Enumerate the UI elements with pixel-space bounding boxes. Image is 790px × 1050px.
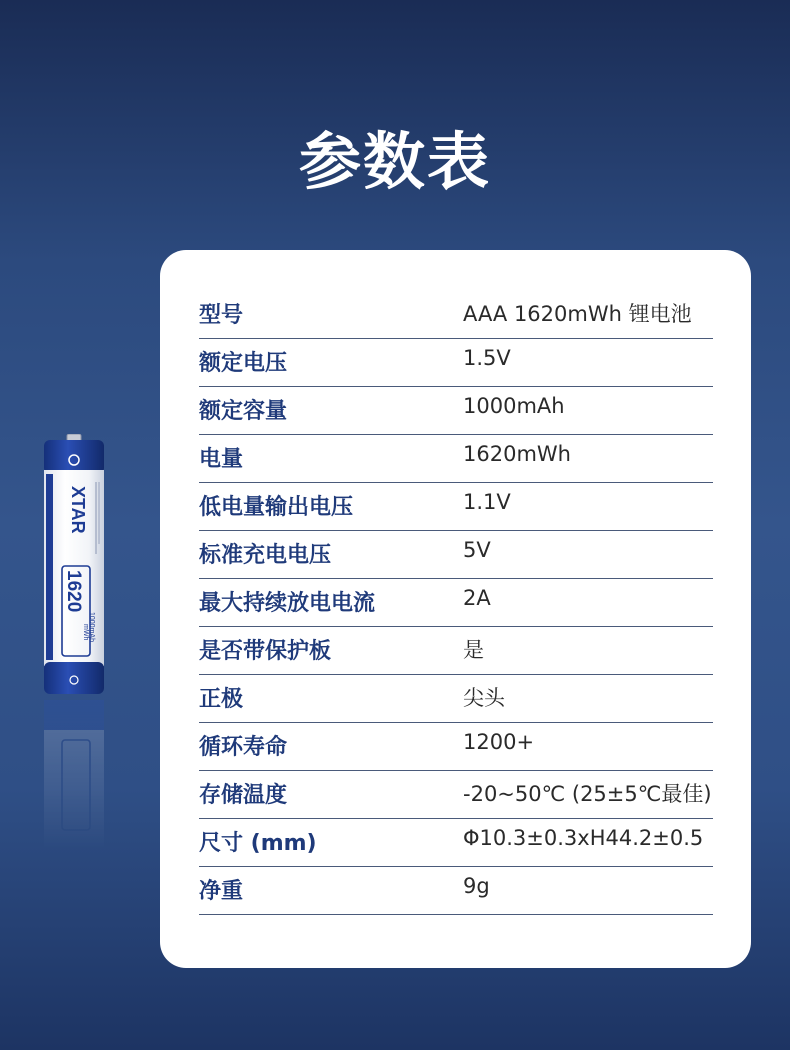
spec-label: 正极 [199,687,244,712]
battery-capacity-text: 1000mAh [88,612,95,642]
spec-label: 电量 [199,447,244,472]
spec-row-storage-temp [199,772,713,819]
spec-row-positive-terminal [199,676,713,723]
spec-value: 1.1V [463,490,511,514]
spec-card [160,250,751,968]
spec-value: 1000mAh [463,394,565,418]
spec-value: 尖头 [463,686,505,710]
spec-label: 是否带保护板 [199,639,332,664]
spec-row-dimensions [199,820,713,867]
spec-row-rated-capacity [199,388,713,435]
battery-energy-unit: mWh [82,624,89,641]
spec-row-protection-board [199,628,713,675]
spec-value: 5V [463,538,491,562]
battery-image [42,434,106,696]
spec-value: 2A [463,586,491,610]
spec-label: 循环寿命 [199,735,288,760]
spec-value: Φ10.3±0.3xH44.2±0.5 [463,826,704,850]
battery-reflection [42,700,106,850]
spec-label: 存储温度 [199,783,288,808]
spec-label: 最大持续放电电流 [199,591,376,616]
spec-label: 标准充电电压 [199,543,332,568]
spec-row-max-discharge [199,580,713,627]
spec-row-cycle-life [199,724,713,771]
spec-row-low-voltage [199,484,713,531]
spec-value: -20~50℃ (25±5℃最佳) [463,782,712,806]
spec-row-charge-voltage [199,532,713,579]
spec-value: 1.5V [463,346,511,370]
page-title: 参数表 [298,125,491,198]
battery-brand-text: XTAR [68,486,88,534]
spec-value: 1200+ [463,730,535,754]
spec-table [199,292,713,916]
spec-label: 尺寸 (mm) [199,831,317,856]
spec-label: 净重 [199,879,244,904]
spec-label: 型号 [199,303,244,328]
spec-row-rated-voltage [199,340,713,387]
spec-value: AAA 1620mWh 锂电池 [463,302,692,326]
spec-label: 额定容量 [199,399,288,424]
spec-label: 低电量输出电压 [199,495,354,520]
spec-row-net-weight [199,868,713,915]
spec-value: 是 [463,638,484,662]
spec-row-model [199,292,713,339]
spec-value: 9g [463,874,490,898]
spec-row-energy [199,436,713,483]
spec-label: 额定电压 [199,351,288,376]
spec-value: 1620mWh [463,442,571,466]
battery-energy-text: 1620 [63,570,84,613]
